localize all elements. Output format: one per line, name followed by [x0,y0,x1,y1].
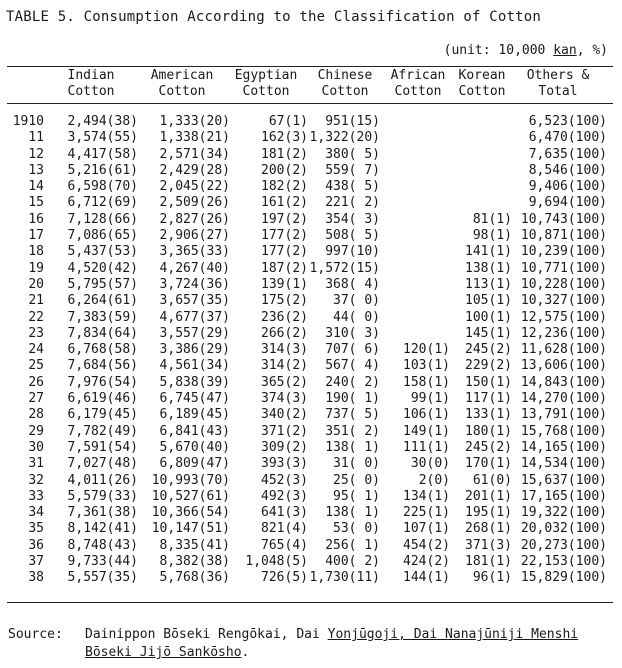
unit-suffix: , %) [576,43,608,58]
header-rule [7,103,613,104]
top-rule [7,66,613,67]
table-row [0,375,622,391]
cell-others-total: 15,768(100) [520,423,607,439]
cell-indian: 6,768(58) [67,342,138,358]
cell-year: 21 [28,293,44,309]
cell-american: 10,366(54) [151,505,230,521]
cell-egyptian: 726(5) [261,570,308,586]
cell-others-total: 6,470(100) [528,130,607,146]
cell-indian: 3,574(55) [67,130,138,146]
table-row [0,114,622,130]
cell-others-total: 10,327(100) [520,293,607,309]
cell-others-total: 13,791(100) [520,407,607,423]
col-header-chinese: Chinese Cotton [317,68,373,99]
col-header-african: African Cotton [390,68,446,99]
cell-others-total: 20,032(100) [520,521,607,537]
table-row [0,147,622,163]
cell-chinese: 310( 3) [325,325,380,341]
cell-american: 1,333(20) [159,114,230,129]
cell-others-total: 6,523(100) [528,114,607,129]
table-row [0,310,622,326]
cell-egyptian: 314(2) [261,358,308,374]
cell-chinese: 25( 0) [333,472,380,488]
cell-american: 6,809(47) [159,456,230,472]
unit-kan: kan [553,43,577,58]
cell-korean: 113(1) [465,276,512,292]
cell-african: 424(2) [403,554,450,570]
cell-african: 149(1) [403,423,450,439]
cell-american: 6,745(47) [159,391,230,407]
cell-american: 3,657(35) [159,293,230,309]
cell-american: 6,189(45) [159,407,230,423]
source-note [8,626,578,662]
cell-others-total: 10,228(100) [520,276,607,292]
cell-chinese: 190( 1) [325,391,380,407]
table-row [0,489,622,505]
cell-egyptian: 236(2) [261,309,308,325]
table-row [0,505,622,521]
cell-korean: 61(0) [472,472,512,488]
cell-egyptian: 187(2) [261,260,308,276]
cell-others-total: 11,628(100) [520,342,607,358]
cell-others-total: 10,871(100) [520,228,607,244]
cell-egyptian: 139(1) [261,276,308,292]
cell-korean: 105(1) [465,293,512,309]
cell-egyptian: 200(2) [261,162,308,178]
cell-indian: 5,216(61) [67,162,138,178]
cell-american: 4,677(37) [159,309,230,325]
cell-korean: 100(1) [465,309,512,325]
cell-chinese: 438( 5) [325,179,380,195]
col-header-others-total: Others & Total [526,68,590,99]
unit-prefix: (unit: 10,000 [443,43,554,58]
cell-year: 34 [28,505,44,521]
cell-chinese: 1,322(20) [309,130,380,146]
cell-year: 25 [28,358,44,374]
cell-american: 10,527(61) [151,488,230,504]
cell-korean: 145(1) [465,325,512,341]
table-row [0,293,622,309]
table-row [0,163,622,179]
cell-egyptian: 182(2) [261,179,308,195]
cell-chinese: 380( 5) [325,146,380,162]
cell-others-total: 14,843(100) [520,374,607,390]
cell-indian: 8,142(41) [67,521,138,537]
cell-chinese: 567( 4) [325,358,380,374]
cell-year: 14 [28,179,44,195]
cell-chinese: 1,572(15) [309,260,380,276]
cell-indian: 7,086(65) [67,228,138,244]
cell-american: 3,386(29) [159,342,230,358]
cell-american: 2,571(34) [159,146,230,162]
cell-american: 8,382(38) [159,554,230,570]
cell-indian: 7,591(54) [67,439,138,455]
cell-korean: 117(1) [465,391,512,407]
cell-american: 5,768(36) [159,570,230,586]
cell-american: 3,557(29) [159,325,230,341]
cell-chinese: 138( 1) [325,439,380,455]
cell-egyptian: 340(2) [261,407,308,423]
cell-egyptian: 371(2) [261,423,308,439]
cell-american: 2,045(22) [159,179,230,195]
cell-chinese: 737( 5) [325,407,380,423]
cell-american: 5,838(39) [159,374,230,390]
cell-korean: 201(1) [465,488,512,504]
col-header-indian: Indian Cotton [67,68,115,99]
cell-american: 10,993(70) [151,472,230,488]
cell-american: 6,841(43) [159,423,230,439]
cell-indian: 7,834(64) [67,325,138,341]
table-row [0,391,622,407]
cell-others-total: 12,236(100) [520,325,607,341]
table-row [0,244,622,260]
table-row [0,342,622,358]
table-row [0,407,622,423]
cell-indian: 6,598(70) [67,179,138,195]
table-row [0,473,622,489]
cell-egyptian: 314(3) [261,342,308,358]
cell-egyptian: 765(4) [261,537,308,553]
cell-chinese: 997(10) [325,244,380,260]
cell-chinese: 95( 1) [333,488,380,504]
col-header-egyptian: Egyptian Cotton [234,68,298,99]
source-label: Source: [8,627,63,642]
source-title-line1: Yonjūgoji, Dai Nanajūniji Menshi [327,627,579,642]
cell-others-total: 10,743(100) [520,211,607,227]
unit-note [444,43,608,58]
cell-american: 2,429(28) [159,162,230,178]
cell-indian: 7,976(54) [67,374,138,390]
cell-egyptian: 175(2) [261,293,308,309]
bottom-rule [7,602,613,603]
cell-american: 2,827(26) [159,211,230,227]
cell-year: 29 [28,423,44,439]
cell-others-total: 12,575(100) [520,309,607,325]
cell-american: 2,509(26) [159,195,230,211]
cell-indian: 7,027(48) [67,456,138,472]
cell-african: 99(1) [410,391,450,407]
cell-korean: 268(1) [465,521,512,537]
cell-chinese: 221( 2) [325,195,380,211]
cell-indian: 4,417(58) [67,146,138,162]
cell-others-total: 13,606(100) [520,358,607,374]
cell-egyptian: 67(1) [268,114,308,129]
cell-year: 17 [28,228,44,244]
cell-indian: 7,782(49) [67,423,138,439]
cell-others-total: 10,771(100) [520,260,607,276]
cell-chinese: 240( 2) [325,374,380,390]
cell-korean: 138(1) [465,260,512,276]
source-title-line2: Bōseki Jijō Sankōsho [85,645,242,660]
cell-indian: 7,684(56) [67,358,138,374]
cell-chinese: 138( 1) [325,505,380,521]
cell-korean: 98(1) [472,228,512,244]
source-end: . [241,645,250,660]
cell-chinese: 368( 4) [325,276,380,292]
cell-year: 38 [28,570,44,586]
cell-egyptian: 492(3) [261,488,308,504]
cell-year: 36 [28,537,44,553]
cell-indian: 5,795(57) [67,276,138,292]
cell-year: 23 [28,325,44,341]
cell-korean: 371(3) [465,537,512,553]
cell-chinese: 256( 1) [325,537,380,553]
cell-korean: 245(2) [465,342,512,358]
cell-chinese: 37( 0) [333,293,380,309]
cell-indian: 9,733(44) [67,554,138,570]
cell-year: 20 [28,276,44,292]
cell-african: 134(1) [403,488,450,504]
cell-chinese: 400( 2) [325,554,380,570]
cell-others-total: 22,153(100) [520,554,607,570]
cell-indian: 5,579(33) [67,488,138,504]
cell-year: 15 [28,195,44,211]
cell-others-total: 14,534(100) [520,456,607,472]
table-body [0,114,622,587]
cell-egyptian: 1,048(5) [245,554,308,570]
cell-others-total: 10,239(100) [520,244,607,260]
cell-chinese: 53( 0) [333,521,380,537]
cell-egyptian: 266(2) [261,325,308,341]
cell-american: 3,365(33) [159,244,230,260]
table-row [0,212,622,228]
table-row [0,179,622,195]
cell-egyptian: 641(3) [261,505,308,521]
cell-year: 18 [28,244,44,260]
cell-year: 35 [28,521,44,537]
table-row [0,521,622,537]
cell-year: 24 [28,342,44,358]
cell-others-total: 14,165(100) [520,439,607,455]
cell-year: 33 [28,488,44,504]
cell-year: 31 [28,456,44,472]
cell-egyptian: 197(2) [261,211,308,227]
cell-year: 19 [28,260,44,276]
cell-egyptian: 821(4) [261,521,308,537]
cell-year: 28 [28,407,44,423]
cell-african: 158(1) [403,374,450,390]
cell-chinese: 707( 6) [325,342,380,358]
cell-chinese: 951(15) [325,114,380,129]
cell-year: 32 [28,472,44,488]
table-row [0,538,622,554]
cell-american: 2,906(27) [159,228,230,244]
table-title: TABLE 5. Consumption According to the Classification of Cotton [6,9,541,25]
cell-chinese: 1,730(11) [309,570,380,586]
cell-korean: 141(1) [465,244,512,260]
cell-chinese: 354( 3) [325,211,380,227]
cell-others-total: 8,546(100) [528,162,607,178]
cell-egyptian: 161(2) [261,195,308,211]
cell-korean: 181(1) [465,554,512,570]
table-row [0,440,622,456]
cell-chinese: 559( 7) [325,162,380,178]
cell-american: 3,724(36) [159,276,230,292]
cell-chinese: 31( 0) [333,456,380,472]
cell-indian: 7,128(66) [67,211,138,227]
table-row [0,130,622,146]
cell-korean: 96(1) [472,570,512,586]
cell-american: 4,561(34) [159,358,230,374]
table-row [0,424,622,440]
cell-others-total: 14,270(100) [520,391,607,407]
cell-chinese: 44( 0) [333,309,380,325]
table-row [0,570,622,586]
cell-egyptian: 365(2) [261,374,308,390]
cell-others-total: 7,635(100) [528,146,607,162]
cell-korean: 133(1) [465,407,512,423]
cell-indian: 5,557(35) [67,570,138,586]
cell-indian: 4,520(42) [67,260,138,276]
cell-african: 225(1) [403,505,450,521]
cell-african: 454(2) [403,537,450,553]
col-header-american: American Cotton [150,68,214,99]
table-row [0,326,622,342]
cell-american: 10,147(51) [151,521,230,537]
cell-year: 22 [28,309,44,325]
cell-egyptian: 374(3) [261,391,308,407]
cell-american: 8,335(41) [159,537,230,553]
cell-african: 111(1) [403,439,450,455]
cell-american: 1,338(21) [159,130,230,146]
source-authors: Dainippon Bōseki Rengōkai, Dai [85,627,328,642]
cell-korean: 81(1) [472,211,512,227]
cell-indian: 6,179(45) [67,407,138,423]
table-row [0,228,622,244]
cell-american: 4,267(40) [159,260,230,276]
cell-african: 103(1) [403,358,450,374]
cell-korean: 170(1) [465,456,512,472]
cell-year: 1910 [12,114,44,129]
table-row [0,195,622,211]
cell-indian: 7,361(38) [67,505,138,521]
cell-korean: 195(1) [465,505,512,521]
cell-indian: 6,619(46) [67,391,138,407]
cell-african: 144(1) [403,570,450,586]
cell-korean: 180(1) [465,423,512,439]
cell-african: 2(0) [418,472,450,488]
cell-egyptian: 181(2) [261,146,308,162]
cell-indian: 7,383(59) [67,309,138,325]
table-row [0,554,622,570]
cell-others-total: 15,829(100) [520,570,607,586]
cell-others-total: 15,637(100) [520,472,607,488]
cell-egyptian: 177(2) [261,244,308,260]
cell-year: 12 [28,146,44,162]
cell-egyptian: 393(3) [261,456,308,472]
cell-korean: 150(1) [465,374,512,390]
cell-others-total: 20,273(100) [520,537,607,553]
cell-african: 120(1) [403,342,450,358]
cell-indian: 8,748(43) [67,537,138,553]
cell-year: 11 [28,130,44,146]
cell-american: 5,670(40) [159,439,230,455]
col-header-korean: Korean Cotton [458,68,506,99]
cell-indian: 4,011(26) [67,472,138,488]
cell-korean: 245(2) [465,439,512,455]
cell-year: 26 [28,374,44,390]
cell-korean: 229(2) [465,358,512,374]
cell-egyptian: 162(3) [261,130,308,146]
cell-year: 30 [28,439,44,455]
cell-indian: 5,437(53) [67,244,138,260]
cell-african: 30(0) [410,456,450,472]
table-row [0,358,622,374]
cell-indian: 6,264(61) [67,293,138,309]
table-row [0,277,622,293]
cell-egyptian: 177(2) [261,228,308,244]
cell-year: 16 [28,211,44,227]
cell-chinese: 508( 5) [325,228,380,244]
cell-african: 106(1) [403,407,450,423]
cell-year: 27 [28,391,44,407]
cell-year: 13 [28,162,44,178]
cell-others-total: 9,694(100) [528,195,607,211]
cell-egyptian: 309(2) [261,439,308,455]
cell-year: 37 [28,554,44,570]
cell-chinese: 351( 2) [325,423,380,439]
cell-others-total: 9,406(100) [528,179,607,195]
cell-indian: 2,494(38) [67,114,138,129]
cell-indian: 6,712(69) [67,195,138,211]
table-row [0,456,622,472]
cell-others-total: 17,165(100) [520,488,607,504]
cell-others-total: 19,322(100) [520,505,607,521]
cell-african: 107(1) [403,521,450,537]
table-row [0,261,622,277]
cell-egyptian: 452(3) [261,472,308,488]
